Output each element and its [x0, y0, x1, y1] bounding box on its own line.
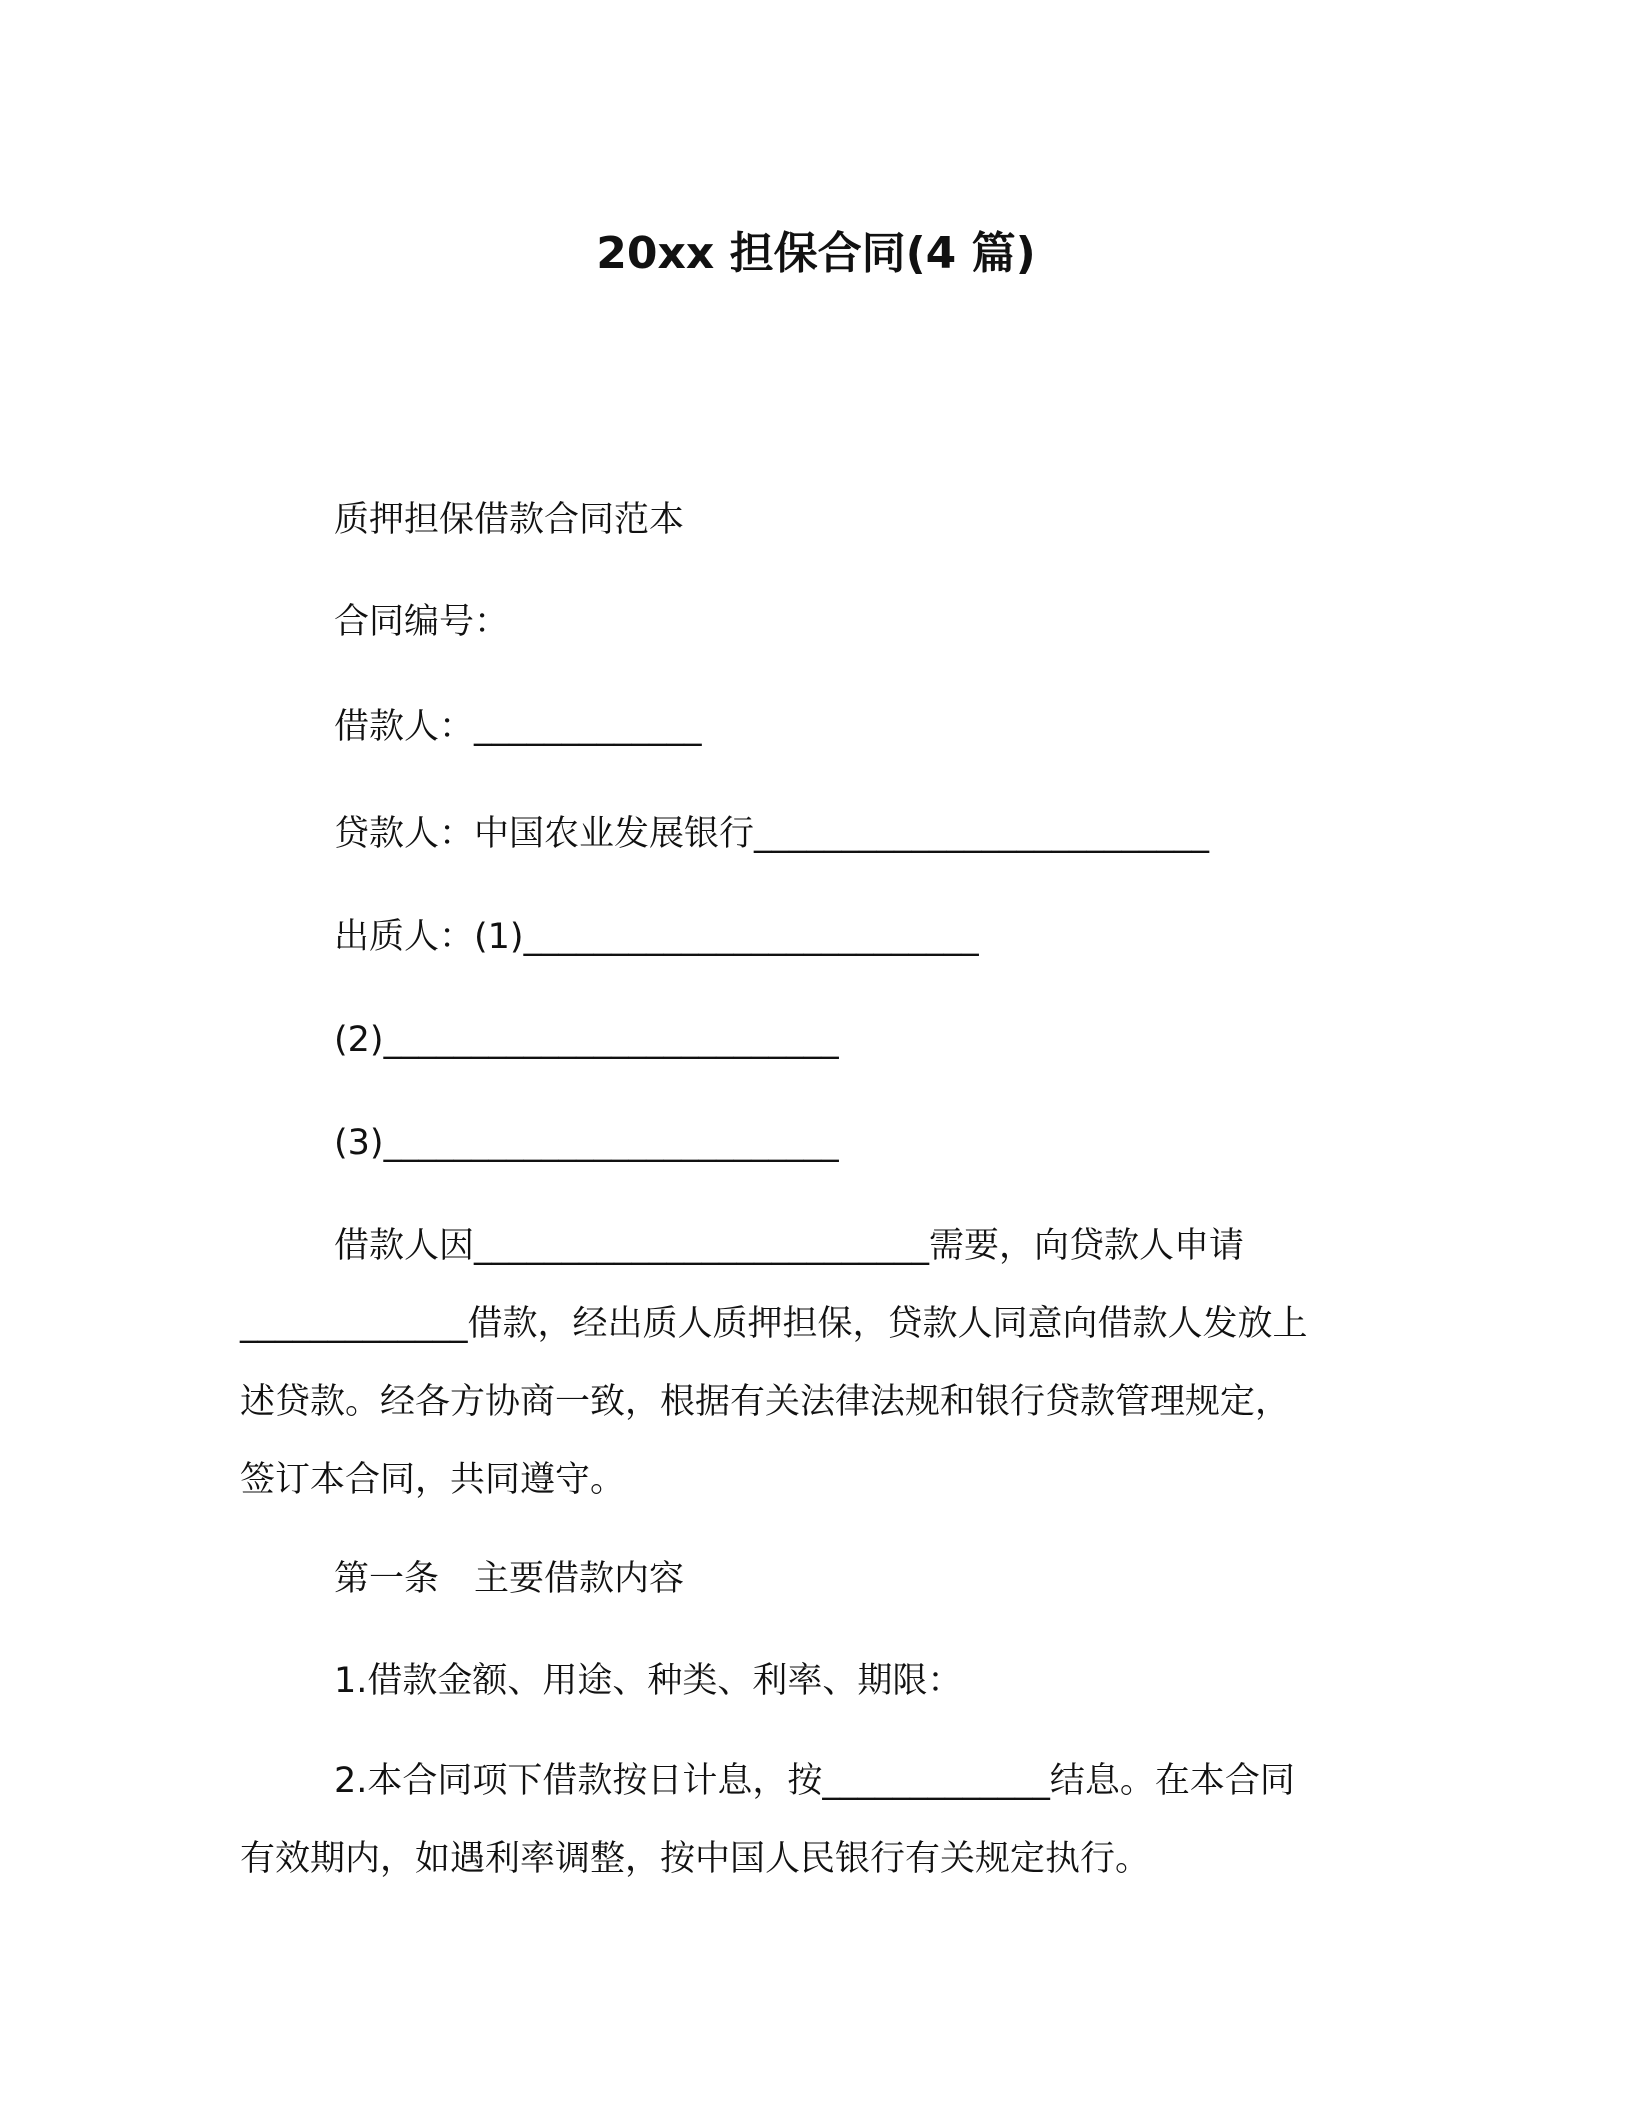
item-2-row: 2.本合同项下借款按日计息，按_____________结息。在本合同	[334, 1761, 1295, 1801]
item-2-row: 有效期内，如遇利率调整，按中国人民银行有关规定执行。	[240, 1839, 1151, 1879]
contract-subtitle: 质押担保借款合同范本	[334, 500, 685, 540]
item-2-paragraph	[240, 1742, 1392, 1898]
intro-paragraph-row: 签订本合同，共同遵守。	[240, 1460, 626, 1500]
contract-number-label: 合同编号：	[334, 602, 510, 642]
item-1: 1.借款金额、用途、种类、利率、期限：	[334, 1661, 963, 1701]
pledgor-line-3: (3)__________________________	[334, 1123, 839, 1163]
intro-paragraph-row: 借款人因__________________________需要，向贷款人申请	[334, 1226, 1245, 1266]
lender-line: 贷款人：中国农业发展银行__________________________	[334, 814, 1210, 854]
intro-paragraph-row: 述贷款。经各方协商一致，根据有关法律法规和银行贷款管理规定，	[240, 1382, 1291, 1422]
pledgor-line-2: (2)__________________________	[334, 1020, 839, 1060]
intro-paragraph-row: _____________借款，经出质人质押担保，贷款人同意向借款人发放上	[240, 1304, 1308, 1344]
intro-paragraph	[240, 1207, 1392, 1519]
article-1-heading: 第一条 主要借款内容	[334, 1559, 685, 1599]
document-title: 20xx 担保合同(4 篇)	[596, 228, 1036, 279]
pledgor-line-1: 出质人：(1)__________________________	[334, 917, 979, 957]
borrower-line: 借款人：_____________	[334, 707, 702, 747]
